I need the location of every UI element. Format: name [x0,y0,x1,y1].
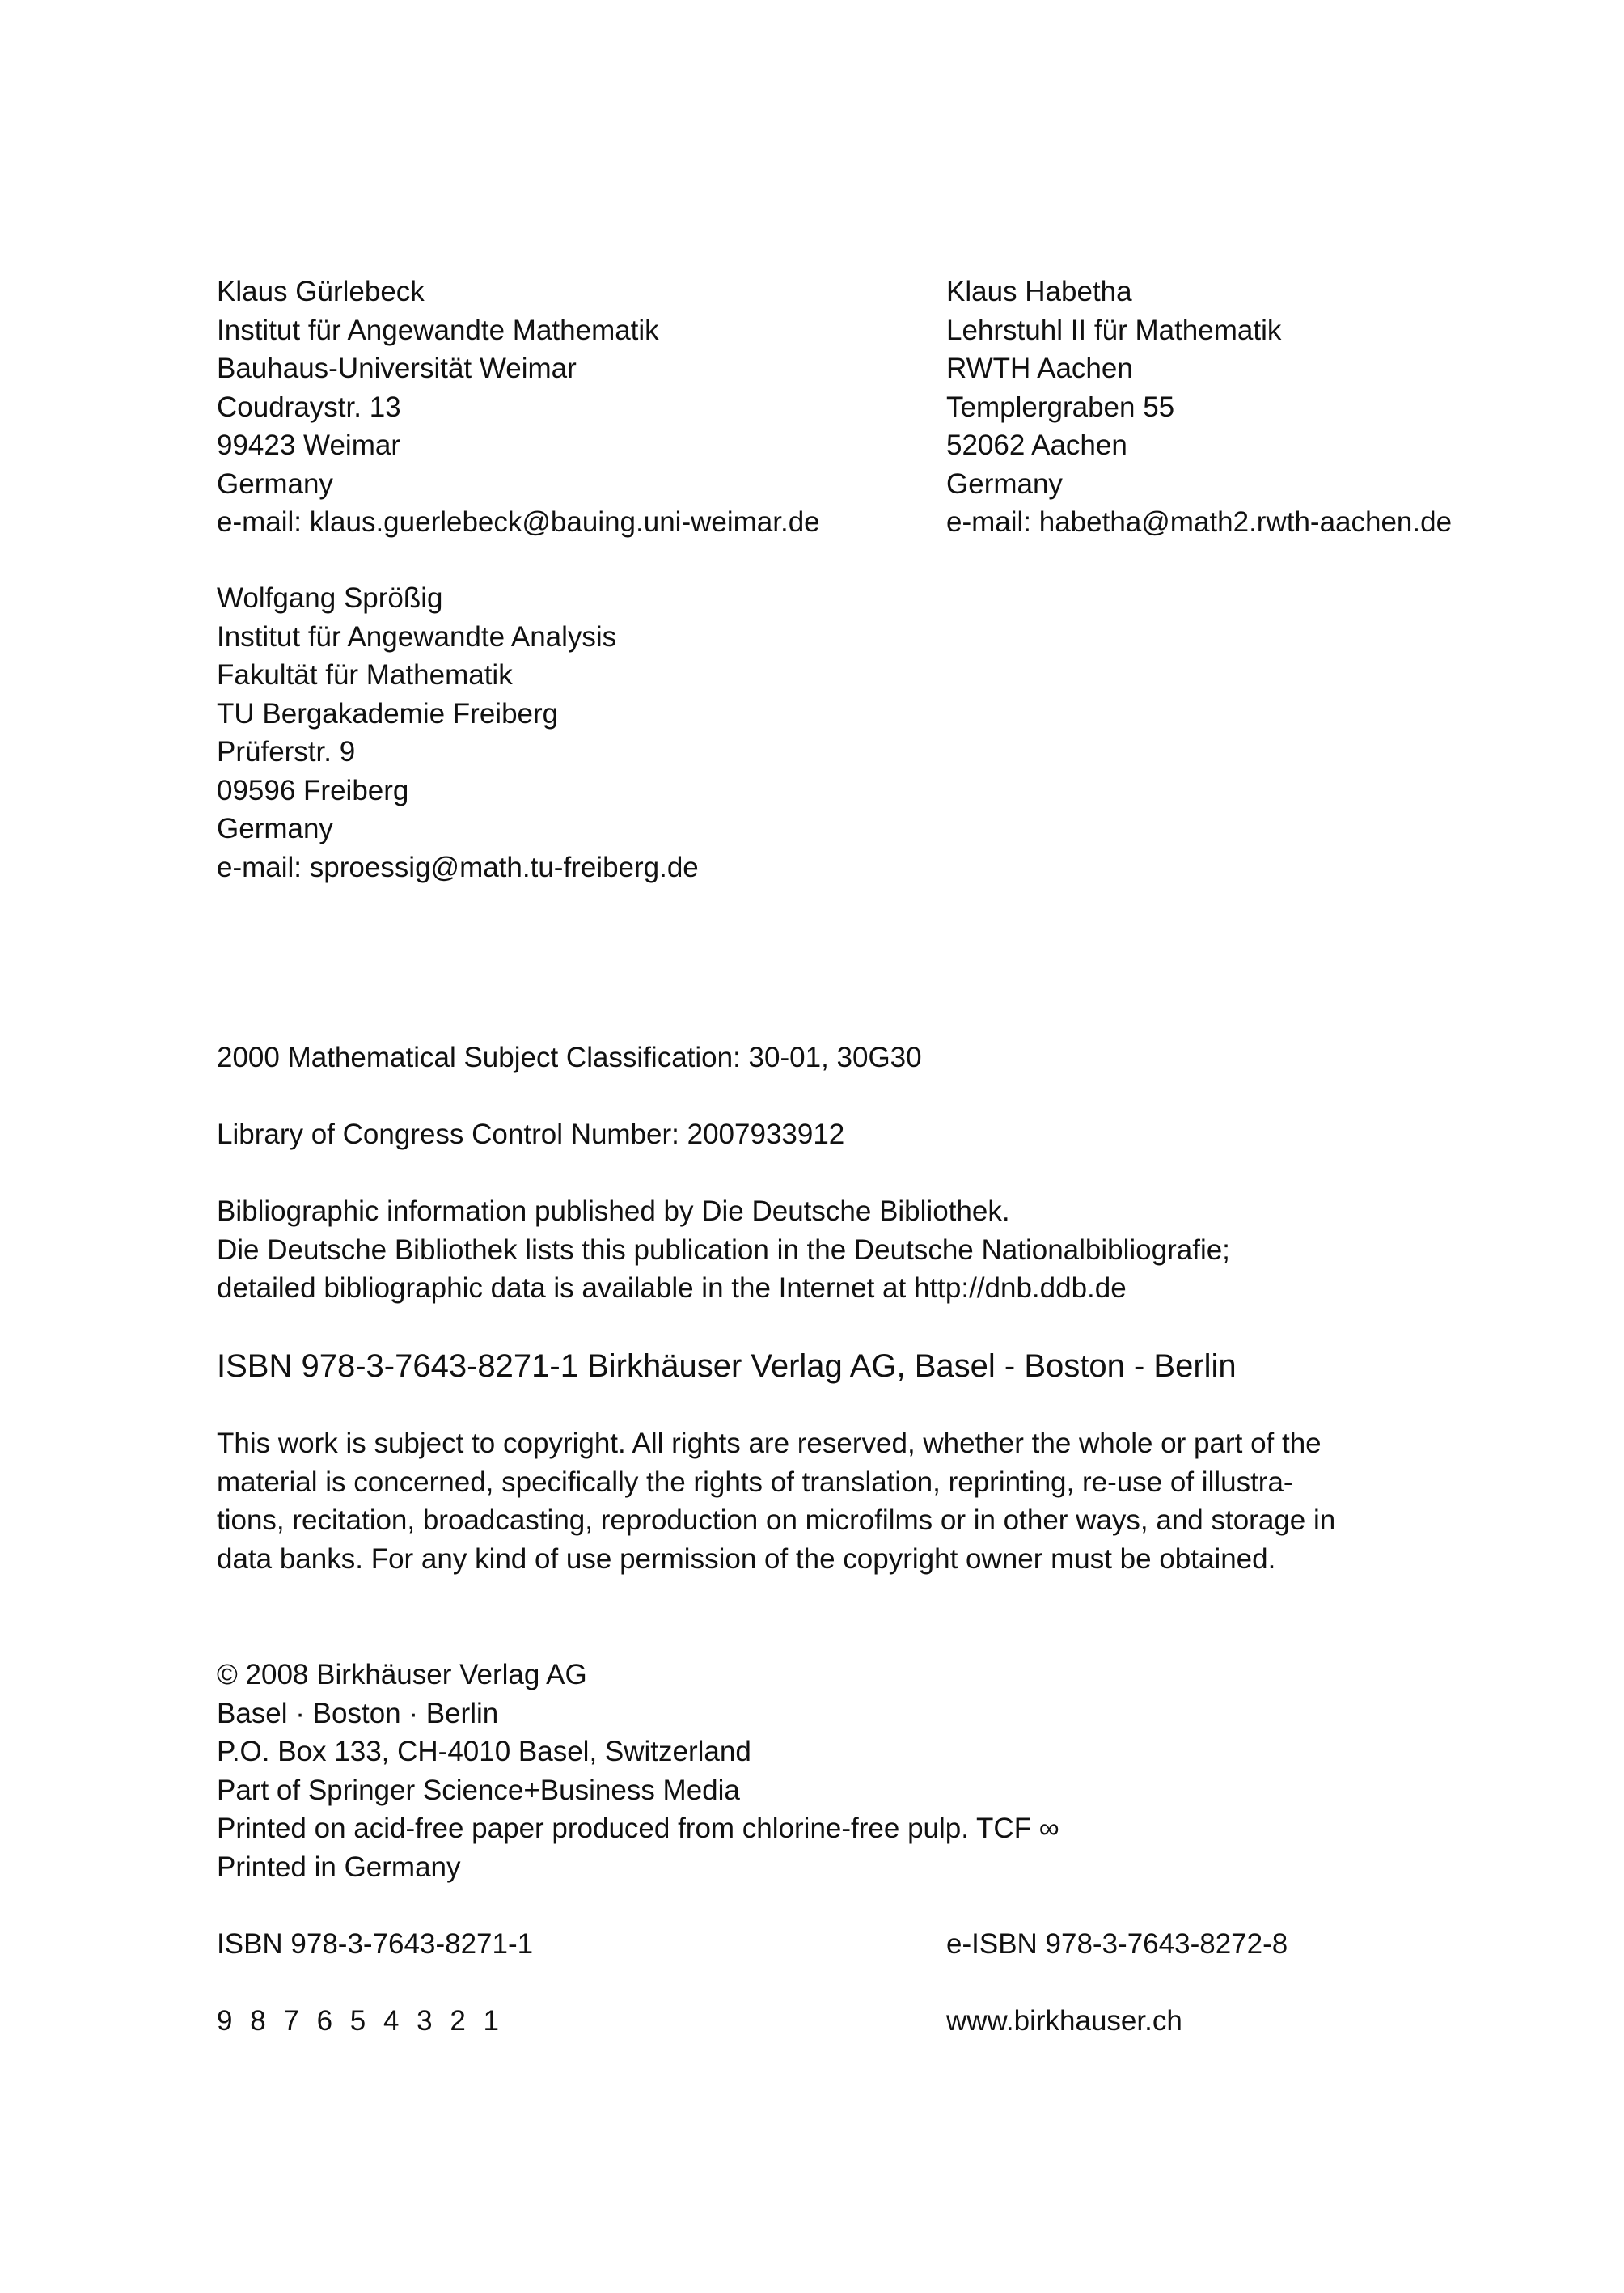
author-name: Wolfgang Sprößig [217,582,443,614]
author-email: e-mail: habetha@math2.rwth-aachen.de [946,506,1453,538]
copyright-notice-line: data banks. For any kind of use permission of the copyright owner must be obtained. [217,1542,1276,1575]
address-line: Germany [217,467,333,500]
author-address-habetha [946,273,1452,542]
author-email: e-mail: klaus.guerlebeck@bauing.uni-weimar.de [217,506,820,538]
address-line: 52062 Aachen [946,429,1127,461]
isbn-electronic: e-ISBN 978-3-7643-8272-8 [946,1928,1288,1960]
bibliographic-information [217,1192,1230,1308]
address-line: RWTH Aachen [946,353,1133,384]
publisher-line: Printed on acid-free paper produced from chlorine-free pulp. TCF ∞ [217,1813,1059,1844]
address-line: 09596 Freiberg [217,774,409,806]
bibliographic-line: detailed bibliographic data is available in the Internet at http://dnb.ddb.de [217,1272,1127,1304]
publisher-line: Part of Springer Science+Business Media [217,1774,740,1806]
address-line: Institut für Angewandte Analysis [217,620,617,653]
publisher-line: Printed in Germany [217,1851,461,1883]
address-line: Fakultät für Mathematik [217,659,513,691]
address-line: Coudraystr. 13 [217,391,401,423]
address-line: Institut für Angewandte Mathematik [217,314,659,346]
address-line: Prüferstr. 9 [217,736,356,768]
publisher-line: © 2008 Birkhäuser Verlag AG [217,1659,587,1690]
address-line: Germany [217,813,333,844]
address-line: Lehrstuhl II für Mathematik [946,314,1282,346]
subject-classification: 2000 Mathematical Subject Classification: 30-01, 30G30 [217,1042,922,1073]
publisher-line: P.O. Box 133, CH-4010 Basel, Switzerland [217,1736,751,1767]
isbn-publisher-line: ISBN 978-3-7643-8271-1 Birkhäuser Verlag AG, Basel - Boston - Berlin [217,1348,1237,1384]
printing-number-line: 9 8 7 6 5 4 3 2 1 [217,2005,504,2037]
publisher-information [217,1656,1059,1886]
copyright-notice-line: material is concerned, specifically the rights of translation, reprinting, re-use of illustra- [217,1466,1293,1498]
author-address-guerlebeck [217,273,820,542]
author-name: Klaus Habetha [946,276,1132,307]
address-line: Bauhaus-Universität Weimar [217,353,577,384]
address-line: TU Bergakademie Freiberg [217,697,559,730]
author-name: Klaus Gürlebeck [217,276,425,307]
bibliographic-line: Die Deutsche Bibliothek lists this publication in the Deutsche Nationalbibliografie; [217,1233,1230,1266]
author-address-sproessig [217,579,699,886]
copyright-notice [217,1424,1335,1578]
loc-control-number: Library of Congress Control Number: 2007933912 [217,1119,845,1150]
publisher-website: www.birkhauser.ch [946,2005,1182,2037]
isbn-print: ISBN 978-3-7643-8271-1 [217,1928,534,1960]
address-line: Germany [946,467,1063,500]
author-email: e-mail: sproessig@math.tu-freiberg.de [217,851,699,883]
copyright-notice-line: This work is subject to copyright. All rights are reserved, whether the whole or part of the [217,1428,1322,1459]
address-line: 99423 Weimar [217,429,400,461]
bibliographic-line: Bibliographic information published by Die Deutsche Bibliothek. [217,1195,1010,1227]
address-line: Templergraben 55 [946,391,1175,423]
copyright-notice-line: tions, recitation, broadcasting, reproduction on microfilms or in other ways, and storage in [217,1504,1336,1536]
publisher-line: Basel · Boston · Berlin [217,1697,499,1729]
